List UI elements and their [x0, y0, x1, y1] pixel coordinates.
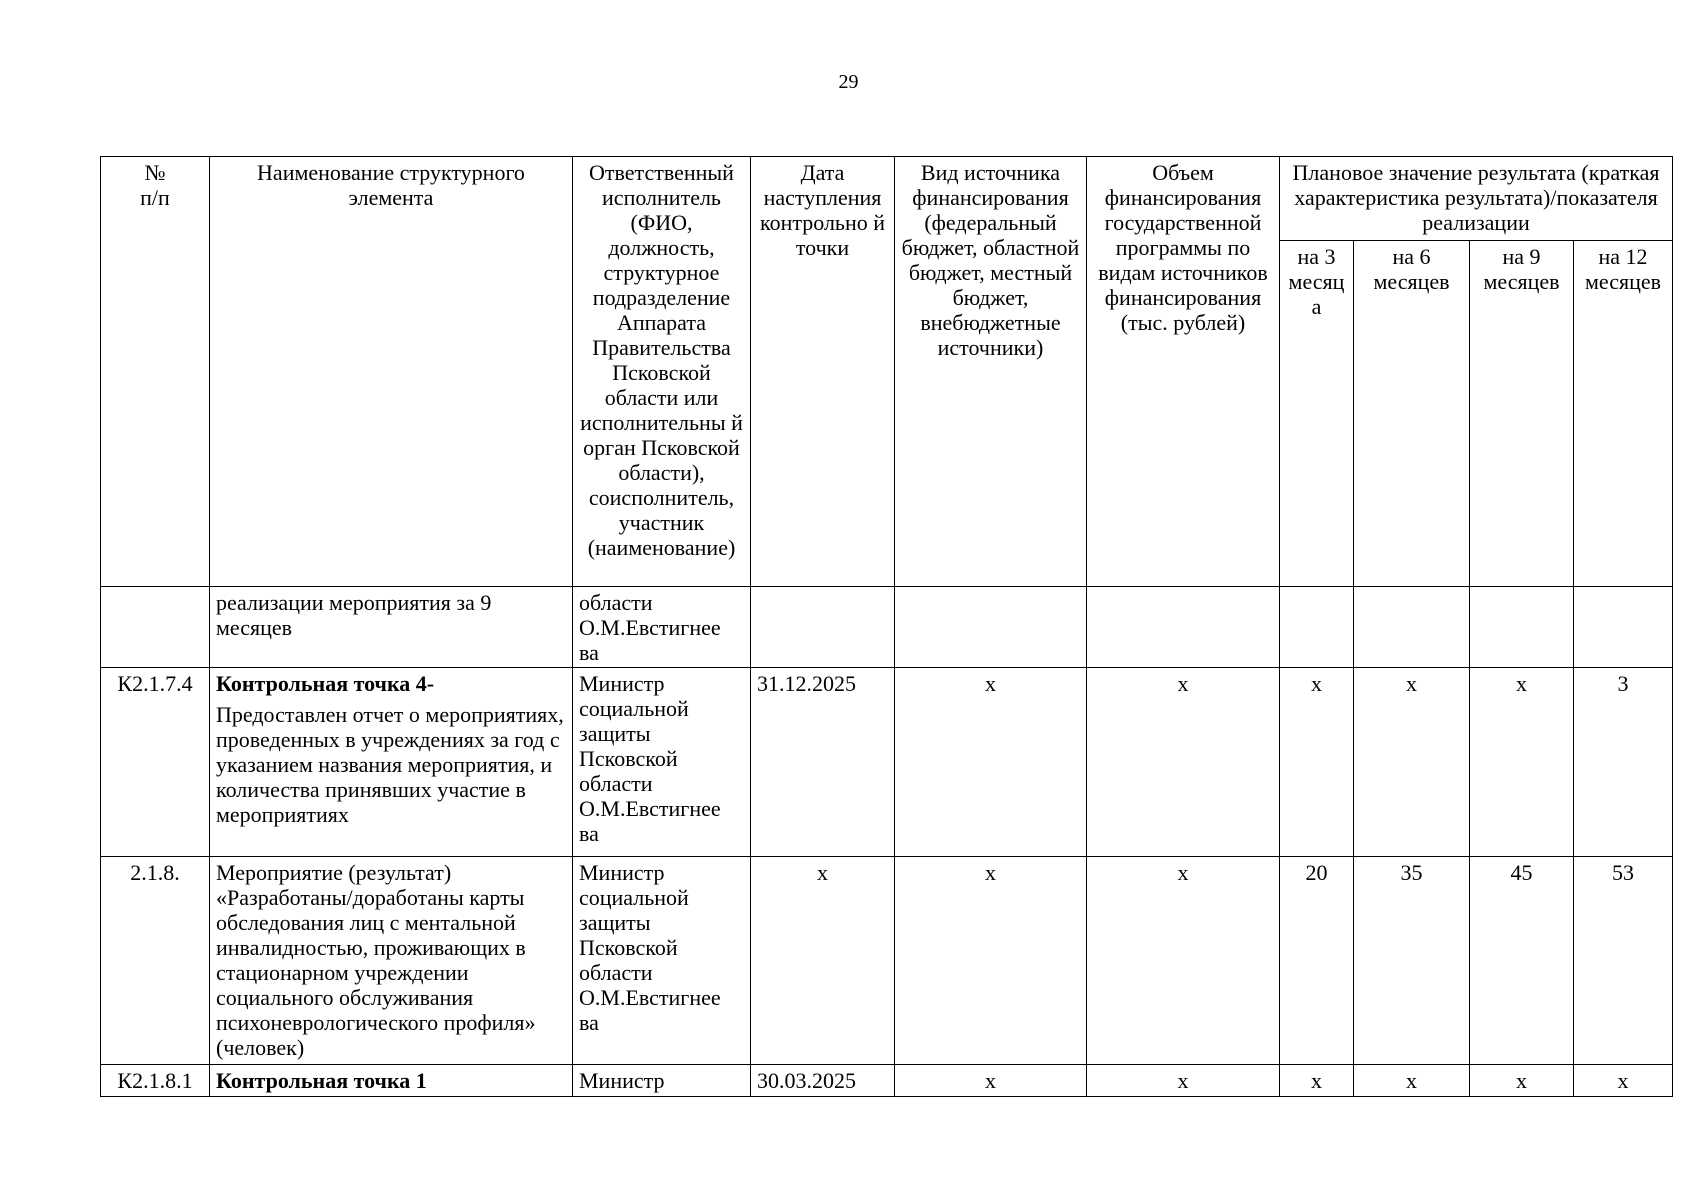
row-name	[210, 668, 573, 857]
row-m9	[1470, 587, 1574, 668]
row-source	[895, 587, 1087, 668]
row-responsible: Министр социальной защиты Псковской области О.М.Евстигнее ва	[573, 857, 751, 1065]
table-row	[101, 668, 1673, 857]
row-m3: х	[1280, 1065, 1354, 1097]
row-responsible: Министр социальной защиты Псковской области О.М.Евстигнее ва	[573, 668, 751, 857]
row-date: 31.12.2025	[751, 668, 895, 857]
row-num	[101, 587, 210, 668]
row-m9: 45	[1470, 857, 1574, 1065]
row-date: х	[751, 857, 895, 1065]
row-m3: 20	[1280, 857, 1354, 1065]
row-m6: х	[1354, 668, 1470, 857]
row-volume: х	[1087, 668, 1280, 857]
row-num: К2.1.8.1	[101, 1065, 210, 1097]
header-volume: Объем финансирования государственной программы по видам источников финансирования (тыс. рублей)	[1087, 157, 1280, 587]
header-name: Наименование структурного элемента	[210, 157, 573, 587]
row-m12: 53	[1574, 857, 1673, 1065]
control-point-title: Контрольная точка 4-	[216, 671, 435, 696]
row-date	[751, 587, 895, 668]
row-source: х	[895, 668, 1087, 857]
row-m3: х	[1280, 668, 1354, 857]
header-m12: на 12 месяцев	[1574, 241, 1673, 587]
row-volume	[1087, 587, 1280, 668]
row-name	[210, 1065, 573, 1097]
header-source: Вид источника финансирования (федеральный бюджет, областной бюджет, местный бюджет, внебюджетные источники)	[895, 157, 1087, 587]
table-row	[101, 1065, 1673, 1097]
row-m3	[1280, 587, 1354, 668]
header-m3: на 3 месяц а	[1280, 241, 1354, 587]
header-date: Дата наступления контрольно й точки	[751, 157, 895, 587]
row-num: К2.1.7.4	[101, 668, 210, 857]
plan-table	[100, 156, 1673, 1097]
row-source: х	[895, 1065, 1087, 1097]
row-volume: х	[1087, 857, 1280, 1065]
control-point-title: Контрольная точка 1	[216, 1068, 427, 1093]
row-m12: х	[1574, 1065, 1673, 1097]
row-responsible: Министр	[573, 1065, 751, 1097]
row-responsible: области О.М.Евстигнее ва	[573, 587, 751, 668]
page-number: 29	[838, 71, 859, 93]
header-planned: Плановое значение результата (краткая характеристика результата)/показателя реализации	[1280, 157, 1673, 241]
header-responsible: Ответственный исполнитель (ФИО, должность, структурное подразделение Аппарата Правительства Псковской области или исполнительны й орган Псковской области), соисполнитель, участник (наименование)	[573, 157, 751, 587]
header-num: № п/п	[101, 157, 210, 587]
row-m6	[1354, 587, 1470, 668]
table-row	[101, 857, 1673, 1065]
row-m6: х	[1354, 1065, 1470, 1097]
header-m6: на 6 месяцев	[1354, 241, 1470, 587]
row-date: 30.03.2025	[751, 1065, 895, 1097]
table-row	[101, 587, 1673, 668]
header-row-1	[101, 157, 1673, 241]
row-num: 2.1.8.	[101, 857, 210, 1065]
row-name: реализации мероприятия за 9 месяцев	[210, 587, 573, 668]
row-m12: 3	[1574, 668, 1673, 857]
row-m9: х	[1470, 1065, 1574, 1097]
row-m6: 35	[1354, 857, 1470, 1065]
row-name: Мероприятие (результат) «Разработаны/доработаны карты обследования лиц с ментальной инвалидностью, проживающих в стационарном учреждении социального обслуживания психоневрологического профиля» (человек)	[210, 857, 573, 1065]
row-m12	[1574, 587, 1673, 668]
header-m9: на 9 месяцев	[1470, 241, 1574, 587]
row-source: х	[895, 857, 1087, 1065]
control-point-description: Предоставлен отчет о мероприятиях, проведенных в учреждениях за год с указанием названия мероприятия, и количества принявших участие в мероприятиях	[216, 702, 564, 827]
row-m9: х	[1470, 668, 1574, 857]
row-volume: х	[1087, 1065, 1280, 1097]
